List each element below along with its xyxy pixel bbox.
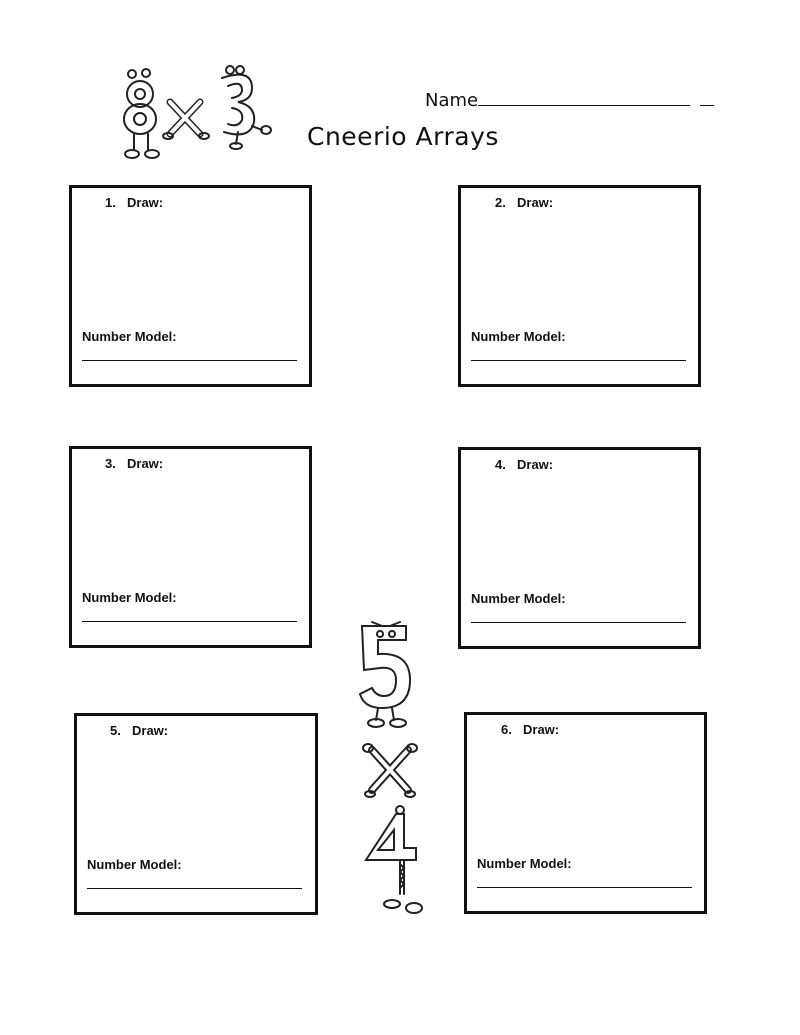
number-model-label: Number Model: [82,590,177,605]
number-model-line[interactable] [471,360,686,361]
draw-label: Draw: [517,195,554,210]
problem-box-3[interactable] [69,446,312,648]
problem-header [495,457,553,472]
problem-number: 2. [495,195,506,210]
draw-label: Draw: [523,722,560,737]
draw-label: Draw: [127,195,164,210]
draw-label: Draw: [517,457,554,472]
name-blank[interactable] [478,91,690,106]
draw-label: Draw: [132,723,169,738]
number-model-line[interactable] [477,887,692,888]
problem-box-1[interactable] [69,185,312,387]
number-model-line[interactable] [82,360,297,361]
cartoon-5x4-icon [352,614,432,926]
number-model-line[interactable] [87,888,302,889]
number-model-label: Number Model: [82,329,177,344]
problem-box-6[interactable] [464,712,707,914]
problem-header [110,723,168,738]
problem-box-4[interactable] [458,447,701,649]
number-model-label: Number Model: [477,856,572,871]
number-model-label: Number Model: [471,329,566,344]
number-model-label: Number Model: [87,857,182,872]
problem-header [105,195,163,210]
cartoon-8x3-icon [112,64,282,164]
problem-box-2[interactable] [458,185,701,387]
problem-number: 5. [110,723,121,738]
number-model-line[interactable] [471,622,686,623]
problem-header [105,456,163,471]
problem-header [495,195,553,210]
problem-header [501,722,559,737]
problem-number: 3. [105,456,116,471]
problem-box-5[interactable] [74,713,318,915]
problem-number: 1. [105,195,116,210]
problem-number: 4. [495,457,506,472]
draw-label: Draw: [127,456,164,471]
page-title: Cneerio Arrays [307,122,499,151]
problem-number: 6. [501,722,512,737]
name-field[interactable] [425,90,714,111]
number-model-label: Number Model: [471,591,566,606]
number-model-line[interactable] [82,621,297,622]
name-label: Name [425,90,479,111]
name-blank-extra [700,91,714,106]
